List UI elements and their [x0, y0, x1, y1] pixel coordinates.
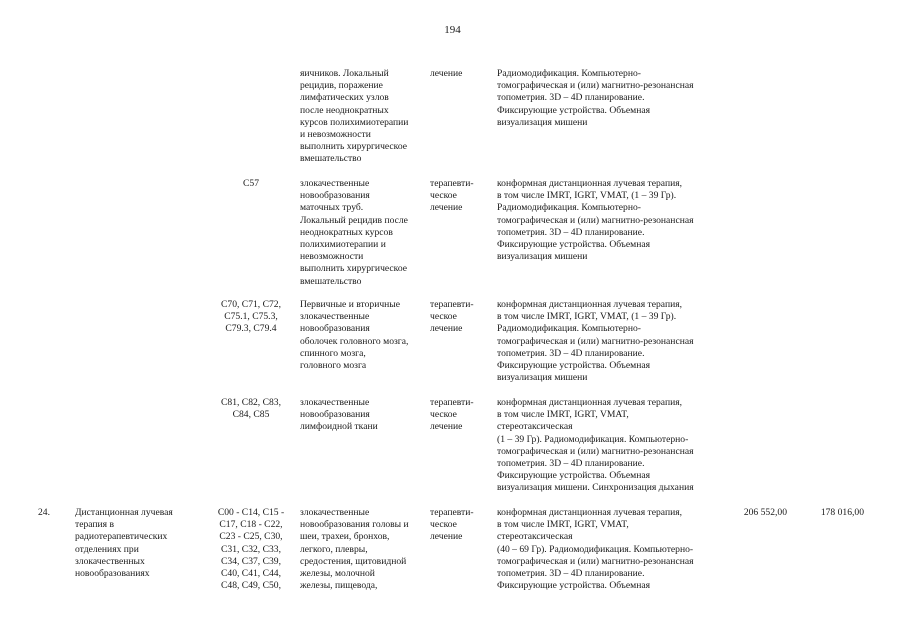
- patient-model: злокачественные новообразования головы и шеи, трахеи, бронхов, легкого, плевры, средостения, щитовидной железы, молочной железы, пищевода,: [300, 507, 409, 592]
- treatment-type: терапевти- ческое лечение: [430, 299, 474, 335]
- page-number: 194: [444, 24, 461, 36]
- treatment-method: Радиомодификация. Компьютерно- томографическая и (или) магнитно-резонансная топометрия. 3D – 4D планирование. Фиксирующие устройства. Объемная визуализация мишени: [497, 68, 694, 128]
- treatment-method: конформная дистанционная лучевая терапия, в том числе IMRT, IGRT, VMAT, (1 – 39 Гр). Радиомодификация. Компьютерно- томографическая и (или) магнитно-резонансная топометрия. 3D – 4D планирование. Фиксирующие устройства. Объемная визуализация мишени: [497, 299, 694, 384]
- care-type-name: Дистанционная лучевая терапия в радиотерапевтических отделениях при злокачественных новообразованиях: [75, 507, 173, 580]
- treatment-method: конформная дистанционная лучевая терапия, в том числе IMRT, IGRT, VMAT, стереотаксическая (40 – 69 Гр). Радиомодификация. Компьютерно- томографическая и (или) магнитно-резонансная топометрия. 3D – 4D планирование. Фиксирующие устройства. Объемная: [497, 507, 694, 592]
- treatment-type: терапевти- ческое лечение: [430, 178, 474, 214]
- icd-codes: C70, C71, C72, C75.1, C75.3, C79.3, C79.4: [221, 299, 281, 335]
- treatment-type: терапевти- ческое лечение: [430, 507, 474, 543]
- icd-codes: C81, C82, C83, C84, C85: [221, 397, 281, 421]
- treatment-method: конформная дистанционная лучевая терапия, в том числе IMRT, IGRT, VMAT, (1 – 39 Гр). Радиомодификация. Компьютерно- томографическая и (или) магнитно-резонансная топометрия. 3D – 4D планирование. Фиксирующие устройства. Объемная визуализация мишени: [497, 178, 694, 263]
- patient-model: злокачественные новообразования лимфоидной ткани: [300, 397, 378, 433]
- treatment-type: терапевти- ческое лечение: [430, 397, 474, 433]
- treatment-type: лечение: [430, 68, 463, 79]
- patient-model: Первичные и вторичные злокачественные новообразования оболочек головного мозга, спинного мозга, головного мозга: [300, 299, 409, 372]
- treatment-method: конформная дистанционная лучевая терапия, в том числе IMRT, IGRT, VMAT, стереотаксическая (1 – 39 Гр). Радиомодификация. Компьютерно- томографическая и (или) магнитно-резонансная топометрия. 3D – 4D планирование. Фиксирующие устройства. Объемная визуализация мишени. Синхронизация дыхания: [497, 397, 694, 494]
- icd-codes: C00 - C14, C15 - C17, C18 - C22, C23 - C25, C30, C31, C32, C33, C34, C37, C39, C40, C41, C44, C48, C49, C50,: [217, 507, 285, 592]
- price-secondary: 178 016,00: [820, 507, 864, 518]
- price-primary: 206 552,00: [743, 507, 787, 518]
- patient-model: злокачественные новообразования маточных труб. Локальный рецидив после неоднократных курсов полихимиотерапии и невозможности выполнить хирургическое вмешательство: [300, 178, 408, 287]
- icd-codes: C57: [243, 178, 259, 189]
- patient-model: яичников. Локальный рецидив, поражение лимфатических узлов после неоднократных курсов полихимиотерапии и невозможности выполнить хирургическое вмешательство: [300, 68, 409, 165]
- row-number: 24.: [38, 507, 50, 518]
